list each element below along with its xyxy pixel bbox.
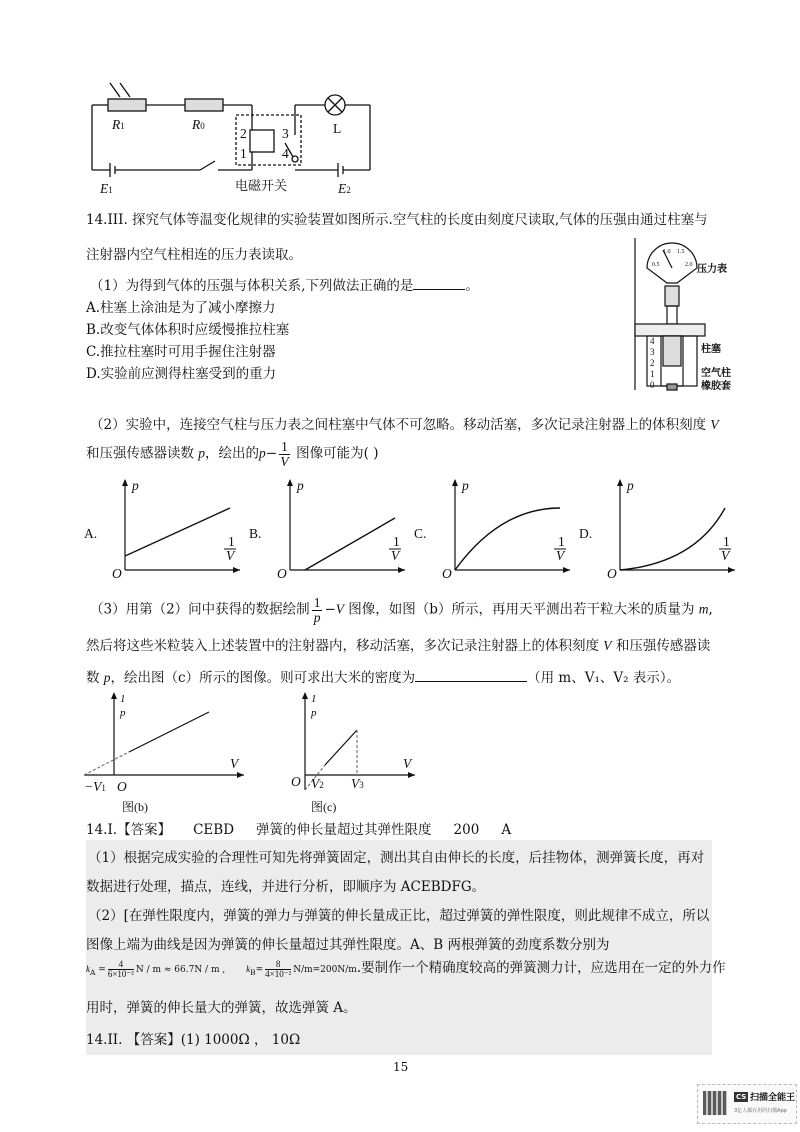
graph-curve bbox=[620, 508, 725, 570]
graph-option-a bbox=[84, 478, 240, 581]
option-c: C.推拉柱塞时可用手握住注射器 bbox=[86, 344, 276, 360]
svg-text:1: 1 bbox=[311, 693, 317, 705]
explanation-2-line1: （2）[在弹性限度内，弹簧的弹力与弹簧的伸长量成正比，超过弹簧的弹性限度，则此规律不成立，所以 bbox=[88, 908, 710, 924]
lamp-label: L bbox=[333, 121, 342, 136]
scale-tick: 2 bbox=[650, 358, 655, 368]
gauge-tick: 1.5 bbox=[677, 249, 685, 255]
option-d: D.实验前应测得柱塞受到的重力 bbox=[86, 366, 277, 382]
q3-part2-line1: （2）实验中，连接空气柱与压力表之间柱塞中气体不可忽略。移动活塞，多次记录注射器上的体积刻度 V bbox=[90, 417, 719, 433]
svg-text:p: p bbox=[311, 707, 317, 719]
x-axis-label-den: V bbox=[556, 548, 565, 563]
origin-label: O bbox=[442, 566, 452, 581]
spring-constant-formulas: $k_A$ = $\frac{4}{\text{6×10⁻²}}$ N / m ≈ 66.7N / m , $k_B=$ $\frac{8}{\text{4×10⁻²}}$ N/m=200N/m.要制作一个精确度较高的弹簧测力计，应选用在一定的外力作 bbox=[86, 959, 726, 979]
badge-tagline: 3亿人都在用的扫描App bbox=[734, 1108, 787, 1114]
svg-text:p: p bbox=[120, 707, 126, 719]
svg-text:O: O bbox=[117, 779, 127, 794]
p-axis-label: p bbox=[627, 478, 634, 493]
v3-label: V3 bbox=[351, 776, 364, 791]
x-axis-label-den: V bbox=[226, 548, 235, 563]
terminal-2: 2 bbox=[240, 126, 247, 141]
badge-name: 扫描全能王 bbox=[750, 1093, 796, 1103]
q3-part3-line1: （3）用第（2）问中获得的数据绘制 $\frac{1}{p}$ −V 图像，如图（b）所示，再用天平测出若干粒大米的质量为 m, bbox=[90, 595, 713, 625]
answer-14-1: 14.I.【答案】 CEBD 弹簧的伸长量超过其弹性限度 200 A bbox=[86, 822, 512, 838]
svg-text:O: O bbox=[291, 774, 301, 789]
plunger-label: 柱塞 bbox=[701, 344, 721, 355]
fig-b-caption: 图(b) bbox=[122, 800, 148, 814]
p-axis-label: p bbox=[132, 478, 139, 493]
svg-text:1: 1 bbox=[120, 693, 126, 705]
cs-logo: CS bbox=[736, 1093, 747, 1101]
circuit-diagram bbox=[80, 75, 380, 200]
x-axis-label-num: 1 bbox=[393, 534, 400, 549]
option-label: A. bbox=[84, 526, 98, 541]
rubber-cap-label: 橡胶套 bbox=[701, 381, 731, 392]
scale-tick: 0 bbox=[650, 380, 655, 390]
q3-intro-2: 注射器内空气柱相连的压力表读取。 bbox=[86, 247, 302, 263]
option-label: C. bbox=[414, 526, 427, 541]
origin-label: O bbox=[277, 566, 287, 581]
r1-label: R1 bbox=[112, 117, 125, 132]
e1-label: E1 bbox=[100, 181, 113, 196]
graph-option-c bbox=[414, 478, 570, 581]
option-label: D. bbox=[579, 526, 593, 541]
v2-label: V2 bbox=[311, 776, 324, 791]
apparatus-diagram bbox=[625, 238, 731, 398]
graph-curve bbox=[455, 508, 560, 570]
x-axis-label-num: 1 bbox=[228, 534, 235, 549]
figure-b bbox=[84, 690, 254, 815]
x-axis-label-num: 1 bbox=[723, 534, 730, 549]
answer-14-2: 14.II. 【答案】(1) 1000Ω ， 10Ω bbox=[86, 1032, 301, 1048]
q3-part1: （1）为得到气体的压强与体积关系,下列做法正确的是 。 bbox=[90, 278, 479, 294]
origin-label: O bbox=[607, 566, 617, 581]
density-answer-blank[interactable] bbox=[415, 669, 527, 682]
graph-curve bbox=[305, 518, 395, 570]
option-b: B.改变气体体积时应缓慢推拉柱塞 bbox=[86, 322, 290, 338]
figure-c bbox=[285, 690, 455, 815]
air-column-label: 空气柱 bbox=[701, 368, 731, 379]
fig-c-caption: 图(c) bbox=[311, 800, 337, 814]
terminal-1: 1 bbox=[240, 146, 247, 161]
x-axis-label-den: V bbox=[721, 548, 730, 563]
page-number: 15 bbox=[393, 1060, 409, 1074]
option-label: B. bbox=[249, 526, 262, 541]
terminal-4: 4 bbox=[282, 146, 289, 161]
graph-option-d bbox=[579, 478, 735, 581]
terminal-3: 3 bbox=[282, 126, 289, 141]
x-axis-label-num: 1 bbox=[558, 534, 565, 549]
graph-options bbox=[80, 478, 730, 583]
e2-label: E2 bbox=[338, 181, 351, 196]
scale-tick: 3 bbox=[650, 347, 655, 357]
graph-option-b bbox=[249, 478, 405, 581]
explanation-1-line2: 数据进行处理，描点，连线，并进行分析，即顺序为 ACEBDFG。 bbox=[86, 879, 486, 895]
origin-label: O bbox=[112, 566, 122, 581]
r0-label: R0 bbox=[192, 117, 205, 132]
answer-blank[interactable] bbox=[413, 277, 465, 290]
graph-curve bbox=[125, 508, 230, 556]
qr-code-icon bbox=[703, 1091, 727, 1115]
neg-v1-label: −V1 bbox=[84, 779, 106, 794]
q3-part2-line2: 和压强传感器读数 p，绘出的p− $\frac{1}{V}$ 图像可能为( ) bbox=[86, 439, 379, 469]
x-axis-label-den: V bbox=[391, 548, 400, 563]
explanation-2-line2: 图像上端为曲线是因为弹簧的伸长量超过其弹性限度。A、B 两根弹簧的劲度系数分别为 bbox=[86, 937, 610, 953]
explanation-2-line4: 用时，弹簧的伸长量大的弹簧，故选弹簧 A。 bbox=[86, 1000, 357, 1016]
gauge-tick: 1.0 bbox=[663, 249, 671, 255]
gauge-label: 压力表 bbox=[697, 264, 727, 275]
v-axis-label: V bbox=[230, 756, 239, 771]
scanner-badge bbox=[697, 1084, 797, 1124]
q3-part3-line3: 数 p，绘出图（c）所示的图像。则可求出大米的密度为 （用 m、V₁、V₂ 表示）。 bbox=[86, 670, 681, 686]
q3-part3-line2: 然后将这些米粒装入上述装置中的注射器内，移动活塞，多次记录注射器上的体积刻度 V 和压强传感器读 bbox=[86, 638, 711, 654]
explanation-1-line1: （1）根据完成实验的合理性可知先将弹簧固定，测出其自由伸长的长度，后挂物体，测弹簧长度，再对 bbox=[88, 850, 705, 866]
gauge-tick: 0.5 bbox=[652, 262, 660, 268]
switch-label: 电磁开关 bbox=[235, 178, 288, 193]
p-axis-label: p bbox=[462, 478, 469, 493]
option-a: A.柱塞上涂油是为了减小摩擦力 bbox=[86, 300, 276, 316]
scale-tick: 1 bbox=[650, 369, 655, 379]
gauge-tick: 2.0 bbox=[685, 262, 693, 268]
scale-tick: 4 bbox=[650, 336, 655, 346]
p-axis-label: p bbox=[297, 478, 304, 493]
q3-intro-1: 14.III. 探究气体等温变化规律的实验装置如图所示.空气柱的长度由刻度尺读取,气体的压强由通过柱塞与 bbox=[86, 212, 708, 228]
svg-text:V: V bbox=[403, 756, 412, 771]
